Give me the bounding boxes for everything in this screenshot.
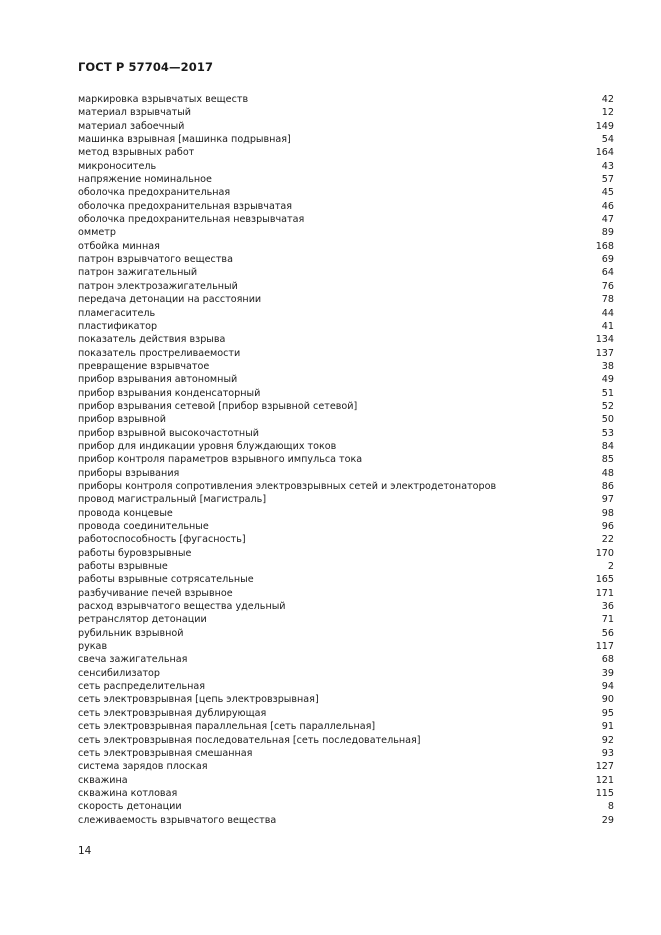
- index-entry: [78, 814, 614, 827]
- index-page-ref: 38: [601, 360, 614, 372]
- index-entry: [78, 640, 614, 653]
- index-page-ref: 47: [601, 214, 614, 226]
- index-term: сенсибилизатор: [78, 667, 161, 679]
- index-entry: [78, 507, 614, 520]
- index-entry: [78, 213, 614, 226]
- index-term: сеть электровзрывная [цепь электровзрывная]: [78, 694, 319, 706]
- index-entry: [78, 453, 614, 466]
- index-entry: [78, 200, 614, 213]
- index-page-ref: 48: [601, 467, 614, 479]
- index-term: материал взрывчатый: [78, 107, 192, 119]
- index-entry: [78, 520, 614, 533]
- index-entry: [78, 427, 614, 440]
- index-term: сеть электровзрывная последовательная [сеть последовательная]: [78, 734, 421, 746]
- index-term: показатель действия взрыва: [78, 334, 226, 346]
- index-term: система зарядов плоская: [78, 761, 208, 773]
- index-entry: [78, 600, 614, 613]
- index-entry: [78, 493, 614, 506]
- index-page-ref: 50: [601, 414, 614, 426]
- index-entry: [78, 173, 614, 186]
- index-page-ref: 89: [601, 227, 614, 239]
- index-page-ref: 90: [601, 694, 614, 706]
- index-entry: [78, 533, 614, 546]
- index-term: прибор взрывания конденсаторный: [78, 387, 261, 399]
- page-number: 14: [78, 845, 92, 857]
- index-term: скорость детонации: [78, 801, 182, 813]
- index-page-ref: 78: [601, 294, 614, 306]
- index-term: работы взрывные: [78, 561, 168, 573]
- index-term: прибор взрывания сетевой [прибор взрывной сетевой]: [78, 400, 358, 412]
- index-entry: [78, 573, 614, 586]
- index-term: сеть электровзрывная дублирующая: [78, 707, 267, 719]
- index-page-ref: 115: [595, 787, 614, 799]
- index-term: прибор для индикации уровня блуждающих токов: [78, 440, 337, 452]
- index-page-ref: 22: [601, 534, 614, 546]
- index-page-ref: 93: [601, 747, 614, 759]
- index-term: провода концевые: [78, 507, 173, 519]
- index-page-ref: 51: [601, 387, 614, 399]
- index-term: сеть электровзрывная смешанная: [78, 747, 253, 759]
- index-page-ref: 127: [595, 761, 614, 773]
- index-entry: [78, 373, 614, 386]
- index-term: оболочка предохранительная невзрывчатая: [78, 214, 305, 226]
- index-term: провода соединительные: [78, 521, 209, 532]
- index-term: патрон электрозажигательный: [78, 280, 238, 292]
- index-term: сеть распределительная: [78, 681, 206, 693]
- alphabetical-index: [78, 93, 614, 827]
- index-entry: [78, 307, 614, 320]
- index-term: патрон взрывчатого вещества: [78, 254, 233, 266]
- index-entry: [78, 266, 614, 279]
- index-page-ref: 43: [601, 160, 614, 172]
- index-term: работы взрывные сотрясательные: [78, 574, 254, 586]
- index-entry: [78, 106, 614, 119]
- index-page-ref: 49: [601, 374, 614, 386]
- index-page-ref: 95: [601, 707, 614, 719]
- index-term: передача детонации на расстоянии: [78, 294, 262, 306]
- index-page-ref: 170: [595, 547, 614, 559]
- index-term: омметр: [78, 227, 116, 239]
- index-page-ref: 121: [595, 774, 614, 786]
- index-term: оболочка предохранительная взрывчатая: [78, 200, 293, 212]
- index-page-ref: 46: [601, 200, 614, 212]
- index-page-ref: 171: [595, 587, 614, 599]
- index-page-ref: 44: [601, 307, 614, 319]
- index-term: прибор взрывной: [78, 414, 166, 426]
- index-page-ref: 8: [607, 801, 614, 813]
- index-entry: [78, 333, 614, 346]
- index-entry: [78, 734, 614, 747]
- index-page-ref: 134: [595, 334, 614, 346]
- index-entry: [78, 387, 614, 400]
- index-page-ref: 94: [601, 681, 614, 693]
- index-page-ref: 86: [601, 480, 614, 492]
- index-entry: [78, 186, 614, 199]
- index-entry: [78, 613, 614, 626]
- index-entry: [78, 240, 614, 253]
- index-term: работы буровзрывные: [78, 547, 192, 559]
- index-entry: [78, 160, 614, 173]
- index-entry: [78, 146, 614, 159]
- index-term: микроноситель: [78, 160, 157, 172]
- index-entry: [78, 93, 614, 106]
- index-entry: [78, 774, 614, 787]
- index-term: скважина котловая: [78, 787, 178, 799]
- index-page-ref: 45: [601, 187, 614, 199]
- index-entry: [78, 627, 614, 640]
- index-entry: [78, 547, 614, 560]
- index-page-ref: 137: [595, 347, 614, 359]
- index-term: провод магистральный [магистраль]: [78, 494, 267, 506]
- index-term: метод взрывных работ: [78, 147, 195, 159]
- index-term: работоспособность [фугасность]: [78, 534, 246, 546]
- index-entry: [78, 413, 614, 426]
- index-page-ref: 97: [601, 494, 614, 506]
- index-entry: [78, 133, 614, 146]
- index-term: прибор взрывания автономный: [78, 374, 238, 386]
- index-entry: [78, 787, 614, 800]
- index-term: свеча зажигательная: [78, 654, 188, 666]
- index-term: рукав: [78, 641, 108, 653]
- index-term: слеживаемость взрывчатого вещества: [78, 814, 277, 826]
- index-entry: [78, 400, 614, 413]
- index-term: разбучивание печей взрывное: [78, 587, 233, 599]
- index-entry: [78, 480, 614, 493]
- index-page-ref: 36: [601, 601, 614, 613]
- index-page-ref: 41: [601, 320, 614, 332]
- index-term: прибор взрывной высокочастотный: [78, 427, 260, 439]
- index-page-ref: 71: [601, 614, 614, 626]
- index-term: маркировка взрывчатых веществ: [78, 94, 249, 105]
- index-entry: [78, 587, 614, 600]
- index-page-ref: 91: [601, 721, 614, 733]
- index-page-ref: 39: [601, 667, 614, 679]
- index-term: напряжение номинальное: [78, 174, 212, 186]
- index-page-ref: 64: [601, 267, 614, 279]
- index-page-ref: 54: [601, 134, 614, 146]
- index-page-ref: 53: [601, 427, 614, 439]
- index-term: оболочка предохранительная: [78, 187, 231, 199]
- index-page-ref: 42: [601, 94, 614, 105]
- index-term: машинка взрывная [машинка подрывная]: [78, 134, 291, 146]
- index-entry: [78, 440, 614, 453]
- index-entry: [78, 347, 614, 360]
- index-entry: [78, 667, 614, 680]
- index-page-ref: 76: [601, 280, 614, 292]
- index-entry: [78, 120, 614, 133]
- index-page-ref: 2: [607, 561, 614, 573]
- index-term: превращение взрывчатое: [78, 360, 210, 372]
- index-page-ref: 12: [601, 107, 614, 119]
- index-entry: [78, 293, 614, 306]
- index-term: показатель простреливаемости: [78, 347, 241, 359]
- index-page-ref: 96: [601, 521, 614, 532]
- index-entry: [78, 707, 614, 720]
- index-page-ref: 52: [601, 400, 614, 412]
- index-entry: [78, 680, 614, 693]
- index-page-ref: 117: [595, 641, 614, 653]
- index-term: пластификатор: [78, 320, 158, 332]
- index-entry: [78, 467, 614, 480]
- index-entry: [78, 560, 614, 573]
- index-page-ref: 57: [601, 174, 614, 186]
- index-term: скважина: [78, 774, 128, 786]
- index-term: расход взрывчатого вещества удельный: [78, 601, 286, 613]
- index-page-ref: 29: [601, 814, 614, 826]
- index-term: патрон зажигательный: [78, 267, 198, 279]
- index-page-ref: 168: [595, 240, 614, 252]
- index-page-ref: 84: [601, 440, 614, 452]
- index-term: отбойка минная: [78, 240, 160, 252]
- index-page-ref: 56: [601, 627, 614, 639]
- index-entry: [78, 253, 614, 266]
- index-page-ref: 69: [601, 254, 614, 266]
- index-term: прибор контроля параметров взрывного импульса тока: [78, 454, 363, 466]
- index-entry: [78, 320, 614, 333]
- index-term: ретранслятор детонации: [78, 614, 207, 626]
- index-page-ref: 165: [595, 574, 614, 586]
- index-page-ref: 68: [601, 654, 614, 666]
- index-page-ref: 98: [601, 507, 614, 519]
- index-entry: [78, 720, 614, 733]
- index-page-ref: 149: [595, 120, 614, 132]
- index-entry: [78, 653, 614, 666]
- index-entry: [78, 747, 614, 760]
- index-page-ref: 92: [601, 734, 614, 746]
- index-term: приборы контроля сопротивления электровзрывных сетей и электродетонаторов: [78, 480, 497, 492]
- index-entry: [78, 280, 614, 293]
- index-entry: [78, 360, 614, 373]
- index-term: материал забоечный: [78, 120, 185, 132]
- index-term: рубильник взрывной: [78, 627, 184, 639]
- document-header: ГОСТ Р 57704—2017: [78, 60, 214, 74]
- index-entry: [78, 693, 614, 706]
- index-term: пламегаситель: [78, 307, 156, 319]
- index-page-ref: 85: [601, 454, 614, 466]
- index-page-ref: 164: [595, 147, 614, 159]
- index-entry: [78, 226, 614, 239]
- index-term: приборы взрывания: [78, 467, 180, 479]
- index-entry: [78, 760, 614, 773]
- index-term: сеть электровзрывная параллельная [сеть параллельная]: [78, 721, 376, 733]
- index-entry: [78, 800, 614, 813]
